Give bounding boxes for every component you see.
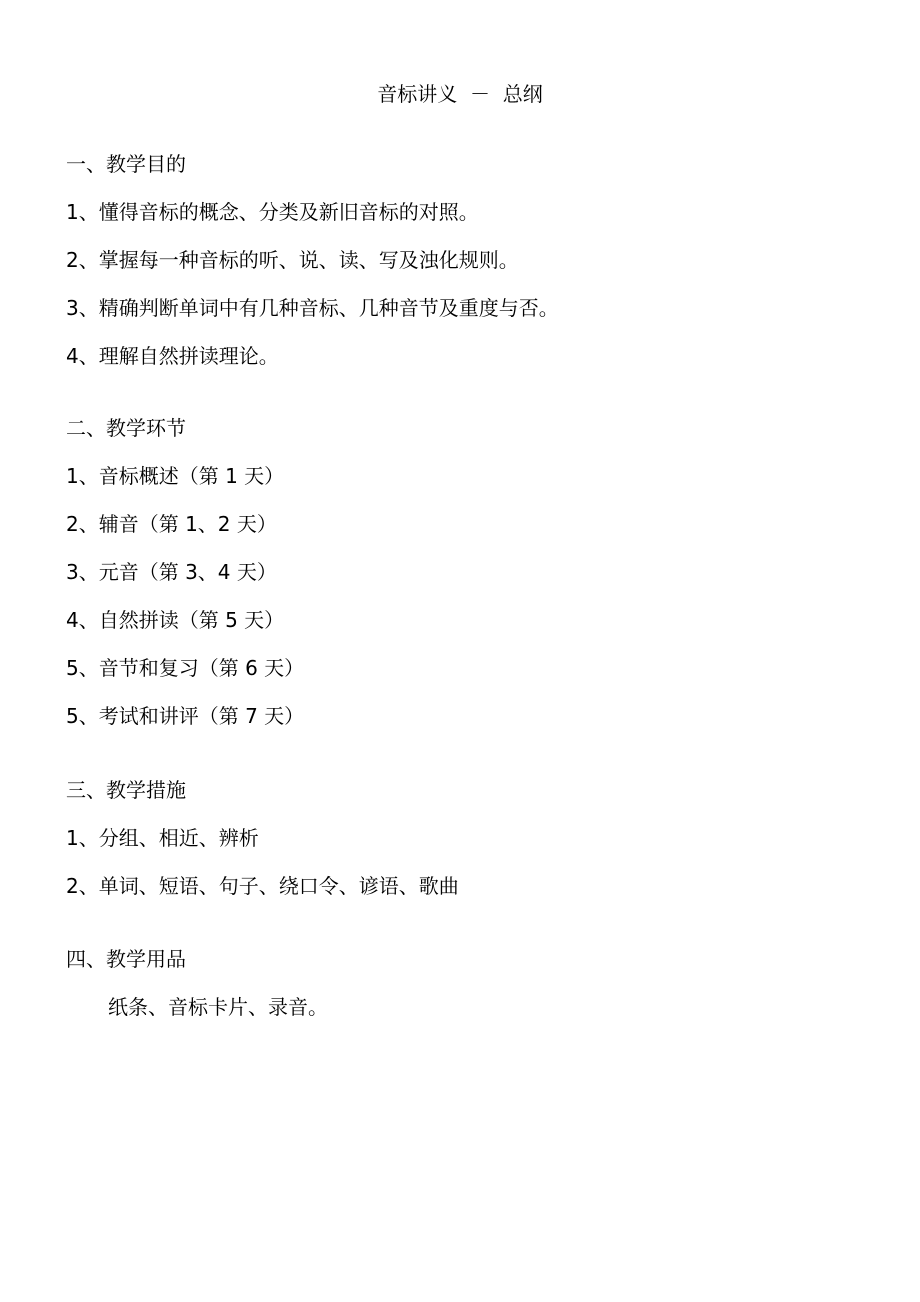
list-item: 4、自然拼读（第 5 天） [66,608,285,632]
list-item: 5、音节和复习（第 6 天） [66,656,305,680]
list-item: 1、分组、相近、辨析 [66,826,259,850]
section-heading-teaching-measures: 三、教学措施 [66,778,186,802]
section-heading-teaching-steps: 二、教学环节 [66,416,186,440]
list-item: 3、精确判断单词中有几种音标、几种音节及重度与否。 [66,296,559,320]
page-title: 音标讲义 － 总纲 [377,82,543,106]
list-item: 3、元音（第 3、4 天） [66,560,277,584]
list-item: 5、考试和讲评（第 7 天） [66,704,305,728]
list-item: 2、掌握每一种音标的听、说、读、写及浊化规则。 [66,248,519,272]
list-item: 纸条、音标卡片、录音。 [108,995,328,1019]
section-heading-objectives: 一、教学目的 [66,152,186,176]
list-item: 2、单词、短语、句子、绕口令、谚语、歌曲 [66,874,459,898]
list-item: 4、理解自然拼读理论。 [66,344,279,368]
list-item: 2、辅音（第 1、2 天） [66,512,277,536]
list-item: 1、音标概述（第 1 天） [66,464,285,488]
section-heading-teaching-materials: 四、教学用品 [66,947,186,971]
list-item: 1、懂得音标的概念、分类及新旧音标的对照。 [66,200,479,224]
